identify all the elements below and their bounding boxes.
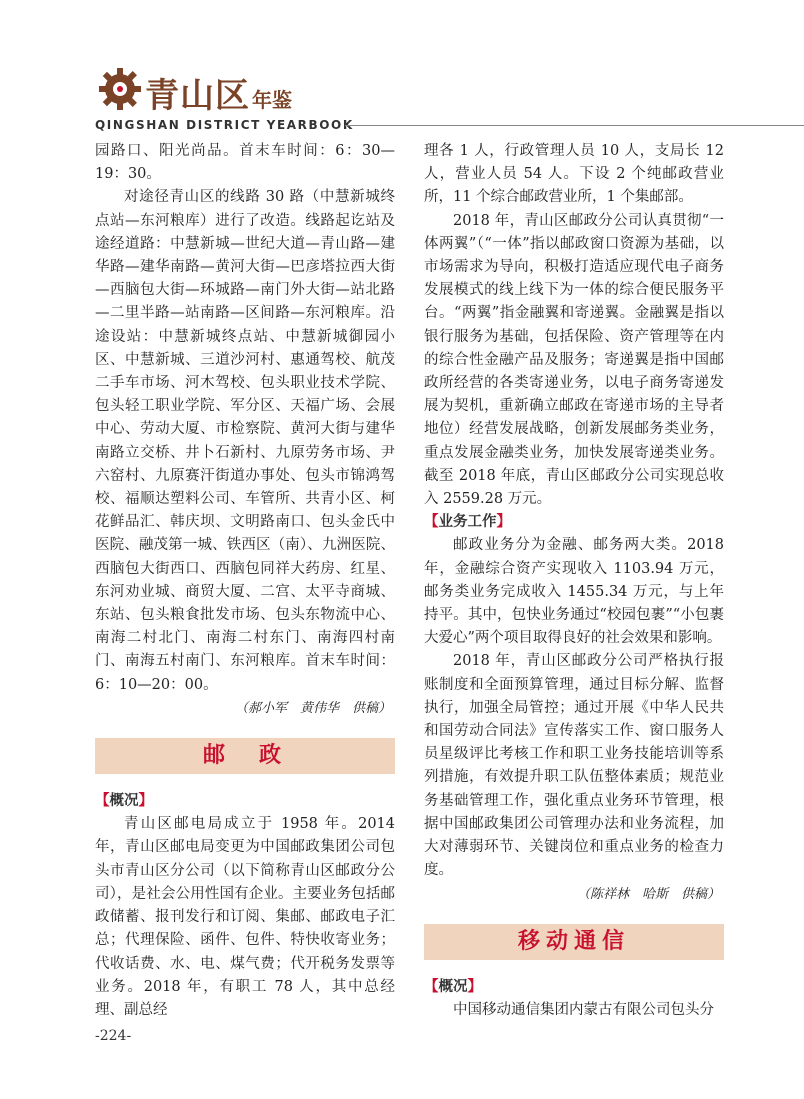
right-column xyxy=(424,140,724,1022)
page-header xyxy=(95,66,735,134)
gear-logo-icon xyxy=(95,66,145,112)
subheading: 【概况】 xyxy=(424,978,482,995)
paragraph: 园路口、阳光尚品。首末车时间：6：30—19：30。 xyxy=(95,143,395,183)
paragraph: 理各 1 人，行政管理人员 10 人，支局长 12 人，营业人员 54 人。下设 2 个纯邮政营业所，11 个综合邮政营业所，1 个集邮部。 xyxy=(424,143,724,206)
paragraph: 邮政业务分为金融、邮务两大类。2018 年，金融综合资产实现收入 1103.94 万元，邮务类业务完成收入 1455.34 万元，与上年持平。其中，包快业务通过“校园包裹”“小包裹大爱心”两个项目取得良好的社会效果和影响。 xyxy=(424,537,724,647)
subheading: 【业务工作】 xyxy=(424,514,511,531)
yearbook-title: 青山区 年鉴 xyxy=(145,76,292,116)
credit-line: （陈祥林 哈斯 供稿） xyxy=(576,886,720,902)
paragraph: 中国移动通信集团内蒙古有限公司包头分 xyxy=(453,1001,714,1018)
page-number: -224- xyxy=(95,1028,132,1044)
left-column xyxy=(95,140,395,1022)
yearbook-subtitle: QINGSHAN DISTRICT YEARBOOK xyxy=(95,118,354,132)
paragraph: 青山区邮电局成立于 1958 年。2014 年，青山区邮电局变更为中国邮政集团公司包头市青山区分公司（以下简称青山区邮政分公司），是社会公用性国有企业。主要业务包括邮政储蓄、报刊发行和订阅、集邮、邮政电子汇总；代理保险、函件、包件、特快收寄业务；代收话费、水、电、煤气费；代开税务发票等业务。2018 年，有职工 78 人，其中总经理、副总经 xyxy=(95,816,395,1018)
section-title-postal: 邮 政 xyxy=(95,738,395,774)
paragraph: 2018 年，青山区邮政分公司认真贯彻“一体两翼”（“一体”指以邮政窗口资源为基础，以市场需求为导向，积极打造适应现代电子商务发展模式的线上线下为一体的综合便民服务平台。“两翼”指金融翼和寄递翼。金融翼是指以银行服务为基础，包括保险、资产管理等在内的综合性金融产品及服务；寄递翼是指中国邮政所经营的各类寄递业务，以电子商务寄递发展为契机，重新确立邮政在寄递市场的主导者地位）经营发展战略，创新发展邮务类业务，重点发展金融类业务，加快发展寄递类业务。截至 2018 年底，青山区邮政分公司实现总收入 2559.28 万元。 xyxy=(424,212,724,508)
paragraph: 对途径青山区的线路 30 路（中慧新城终点站—东河粮库）进行了改造。线路起讫站及途经道路：中慧新城—世纪大道—青山路—建华路—建华南路—黄河大街—巴彦塔拉西大街—西脑包大街—环城路—南门外大街—站北路—二里半路—站南路—区间路—东河粮库。沿途设站：中慧新城终点站、中慧新城御园小区、中慧新城、三道沙河村、惠通驾校、航茂二手车市场、河木驾校、包头职业技术学院、包头轻工职业学院、军分区、天福广场、会展中心、劳动大厦、市检察院、黄河大街与建华南路立交桥、井卜石新村、九原劳务市场、尹六窑村、九原赛汗街道办事处、包头市锦鸿驾校、福顺达塑料公司、车管所、共青小区、柯花鲜品汇、韩庆坝、文明路南口、包头金氏中医院、融茂第一城、铁西区（南）、九洲医院、西脑包大街西口、西脑包同祥大药房、红星、东河劝业城、商贸大厦、二宫、太平寺商城、东站、包头粮食批发市场、包头东物流中心、南海二村北门、南海二村东门、南海四村南门、南海五村南门、东河粮库。首末车时间：6：10—20：00。 xyxy=(95,189,395,693)
paragraph: 2018 年，青山区邮政分公司严格执行报账制度和全面预算管理，通过目标分解、监督执行，加强全局管控；通过开展《中华人民共和国劳动合同法》宣传落实工作、窗口服务人员星级评比考核工作和职工业务技能培训等系列措施，有效提升职工队伍整体素质；规范业务基础管理工作，强化重点业务环节管理，根据中国邮政集团公司管理办法和业务流程，加大对薄弱环节、关键岗位和重点业务的检查力度。 xyxy=(424,653,724,879)
subheading: 【概况】 xyxy=(95,793,153,810)
header-rule xyxy=(345,125,804,126)
credit-line: （郝小军 黄伟华 供稿） xyxy=(234,700,391,716)
section-title-mobile: 移动通信 xyxy=(424,924,724,960)
